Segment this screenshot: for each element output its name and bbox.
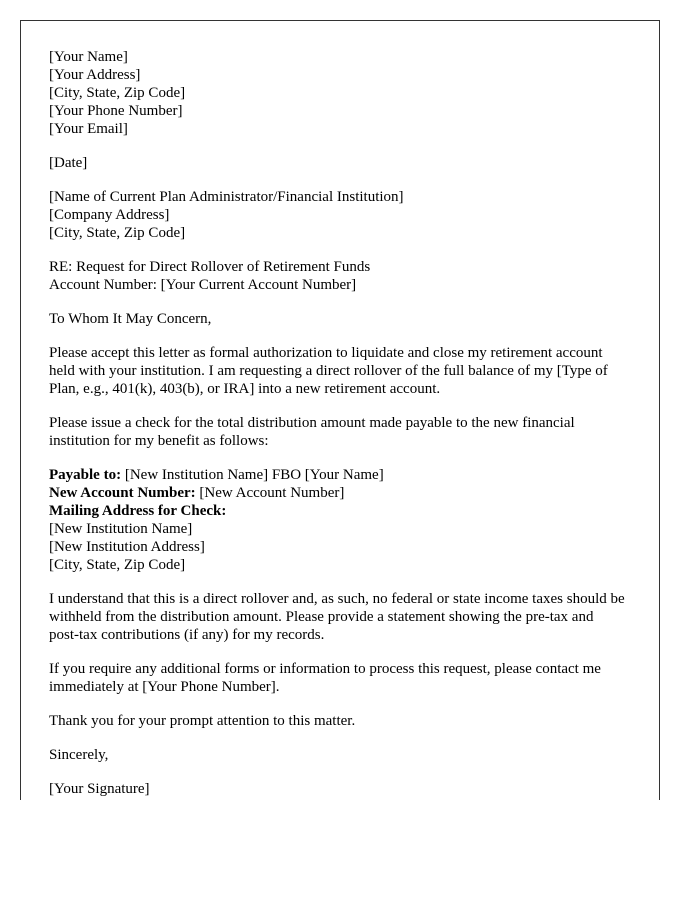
account-number-line: Account Number: [Your Current Account Number] bbox=[49, 277, 357, 293]
sender-address: [Your Address] bbox=[49, 67, 141, 83]
mailing-address: [New Institution Address] bbox=[49, 539, 205, 555]
paragraph-contact: If you require any additional forms or information to process this request, please contact me immediately at [Your Phone Number]. bbox=[49, 661, 601, 695]
sender-phone: [Your Phone Number] bbox=[49, 103, 183, 119]
mailing-address-label: Mailing Address for Check: bbox=[49, 503, 227, 519]
sender-name: [Your Name] bbox=[49, 49, 128, 65]
new-account-value: [New Account Number] bbox=[195, 485, 345, 501]
paragraph-tax: I understand that this is a direct rollover and, as such, no federal or state income taxes should be withheld from the distribution amount. Please provide a statement showing the pre-tax and post-tax contributions (if any) for my records. bbox=[49, 591, 625, 643]
recipient-name: [Name of Current Plan Administrator/Financial Institution] bbox=[49, 189, 404, 205]
paragraph-thanks: Thank you for your prompt attention to this matter. bbox=[49, 713, 356, 729]
salutation: To Whom It May Concern, bbox=[49, 311, 212, 327]
recipient-address: [Company Address] bbox=[49, 207, 170, 223]
paragraph-authorization: Please accept this letter as formal authorization to liquidate and close my retirement account held with your institution. I am requesting a direct rollover of the full balance of my [Type of Plan, e.g., 401(k), 403(b), or IRA] into a new retirement account. bbox=[49, 345, 608, 397]
recipient-block bbox=[49, 188, 625, 242]
letter-body bbox=[49, 48, 625, 798]
payable-to-value: [New Institution Name] FBO [Your Name] bbox=[121, 467, 384, 483]
signoff: Sincerely, bbox=[49, 747, 109, 763]
mailing-city: [City, State, Zip Code] bbox=[49, 557, 186, 573]
paragraph-check-request: Please issue a check for the total distribution amount made payable to the new financial institution for my benefit as follows: bbox=[49, 415, 575, 449]
recipient-city: [City, State, Zip Code] bbox=[49, 225, 186, 241]
sender-email: [Your Email] bbox=[49, 121, 128, 137]
mailing-institution: [New Institution Name] bbox=[49, 521, 193, 537]
new-account-label: New Account Number: bbox=[49, 485, 196, 501]
payment-details bbox=[49, 466, 625, 574]
date: [Date] bbox=[49, 155, 88, 171]
subject-line: RE: Request for Direct Rollover of Retirement Funds bbox=[49, 259, 371, 275]
new-account-line bbox=[49, 484, 625, 502]
payable-to-line bbox=[49, 466, 625, 484]
letter-page bbox=[20, 20, 660, 800]
sender-block bbox=[49, 48, 625, 138]
subject-block bbox=[49, 258, 625, 294]
payable-to-label: Payable to: bbox=[49, 467, 122, 483]
sender-city: [City, State, Zip Code] bbox=[49, 85, 186, 101]
signature: [Your Signature] bbox=[49, 781, 150, 797]
